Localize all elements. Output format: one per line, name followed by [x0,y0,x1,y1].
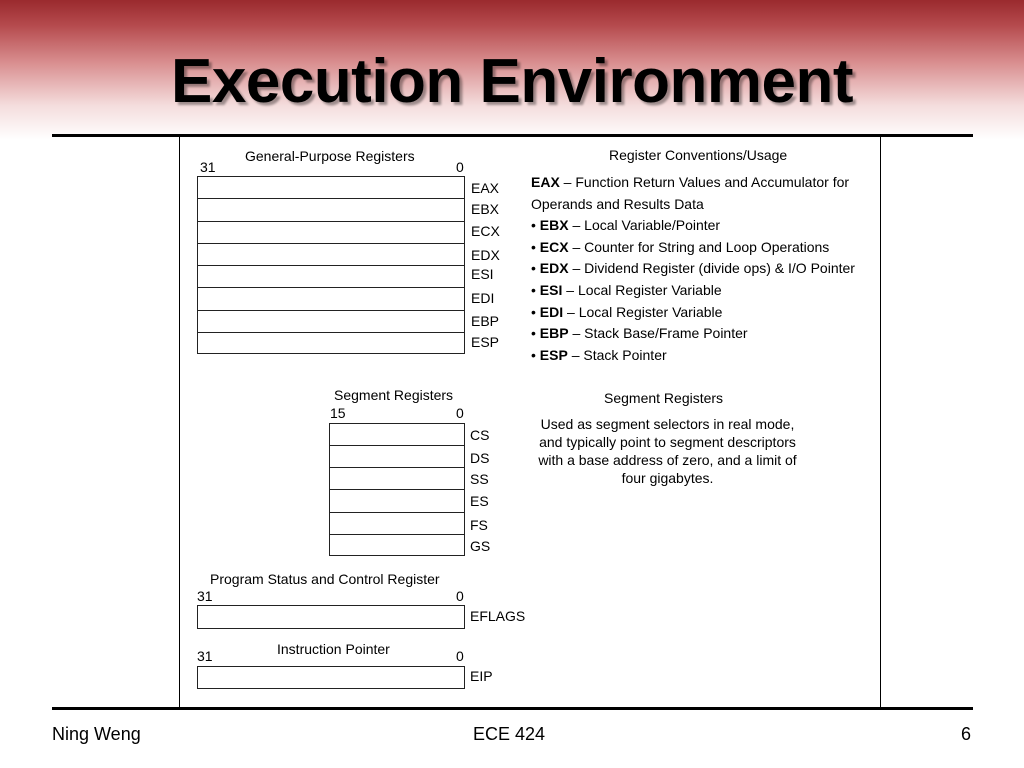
seg-description [520,415,815,487]
seg-bit-low: 0 [456,405,464,421]
convention-item: • EBP – Stack Base/Frame Pointer [531,325,748,342]
seg-desc-line: four gigabytes. [621,470,714,486]
convention-item: • EBX – Local Variable/Pointer [531,217,721,234]
flags-bit-low: 0 [456,588,464,604]
gp-register-box [198,288,464,310]
conventions-heading: Register Conventions/Usage [609,147,788,163]
ip-heading: Instruction Pointer [277,641,390,657]
reg-label-eflags: EFLAGS [470,608,526,624]
conventions-list [531,172,881,366]
convention-item: • EDI – Local Register Variable [531,303,723,320]
convention-item: • EDX – Dividend Register (divide ops) & I/O Pointer [531,260,855,277]
reg-label-edi: EDI [471,290,495,306]
reg-label-ebp: EBP [471,313,500,329]
seg-register-box [330,513,464,535]
footer-course: ECE 424 [473,724,546,744]
slide-title: Execution Environment [171,47,853,116]
seg-register-box [330,446,464,468]
reg-label-es: ES [470,493,489,509]
gp-register-stack [197,176,465,354]
gp-bit-high: 31 [200,159,216,175]
reg-label-ebx: EBX [471,201,500,217]
reg-label-ss: SS [470,471,489,487]
reg-label-ds: DS [470,450,490,466]
gp-register-box [198,199,464,221]
footer-page-number: 6 [961,724,972,744]
reg-label-esi: ESI [471,266,494,282]
gp-register-box [198,222,464,244]
seg-desc-heading: Segment Registers [604,390,724,406]
gp-register-box [198,177,464,199]
reg-label-gs: GS [470,538,491,554]
reg-label-eip: EIP [470,668,493,684]
eip-register-box [197,666,465,689]
seg-register-box [330,468,464,490]
reg-label-fs: FS [470,517,488,533]
flags-heading: Program Status and Control Register [210,571,440,587]
reg-label-edx: EDX [471,247,500,263]
gp-register-box [198,266,464,288]
reg-label-ecx: ECX [471,223,500,239]
seg-heading: Segment Registers [334,387,454,403]
seg-desc-line: Used as segment selectors in real mode, [540,416,795,432]
seg-bit-high: 15 [330,405,346,421]
seg-desc-line: with a base address of zero, and a limit of [538,452,797,468]
seg-register-box [330,424,464,446]
convention-item: • ESP – Stack Pointer [531,346,667,363]
flags-bit-high: 31 [197,588,213,604]
reg-label-eax: EAX [471,180,500,196]
convention-item: • ESI – Local Register Variable [531,281,722,298]
seg-register-box [330,490,464,512]
seg-desc-line: and typically point to segment descriptors [539,434,796,450]
ip-bit-high: 31 [197,648,213,664]
eflags-register-box [197,605,465,629]
gp-heading: General-Purpose Registers [245,148,415,164]
seg-register-stack [329,423,465,556]
convention-item: EAX – Function Return Values and Accumulator for Operands and Results Data [531,174,850,212]
gp-bit-low: 0 [456,159,464,175]
bottom-rule [52,707,973,710]
reg-label-esp: ESP [471,334,500,350]
ip-bit-low: 0 [456,648,464,664]
reg-label-cs: CS [470,427,490,443]
gp-register-box [198,244,464,266]
gp-register-box [198,311,464,333]
seg-register-box [330,535,464,557]
gp-register-box [198,333,464,355]
footer-author: Ning Weng [52,724,141,744]
convention-item: • ECX – Counter for String and Loop Operations [531,238,830,255]
